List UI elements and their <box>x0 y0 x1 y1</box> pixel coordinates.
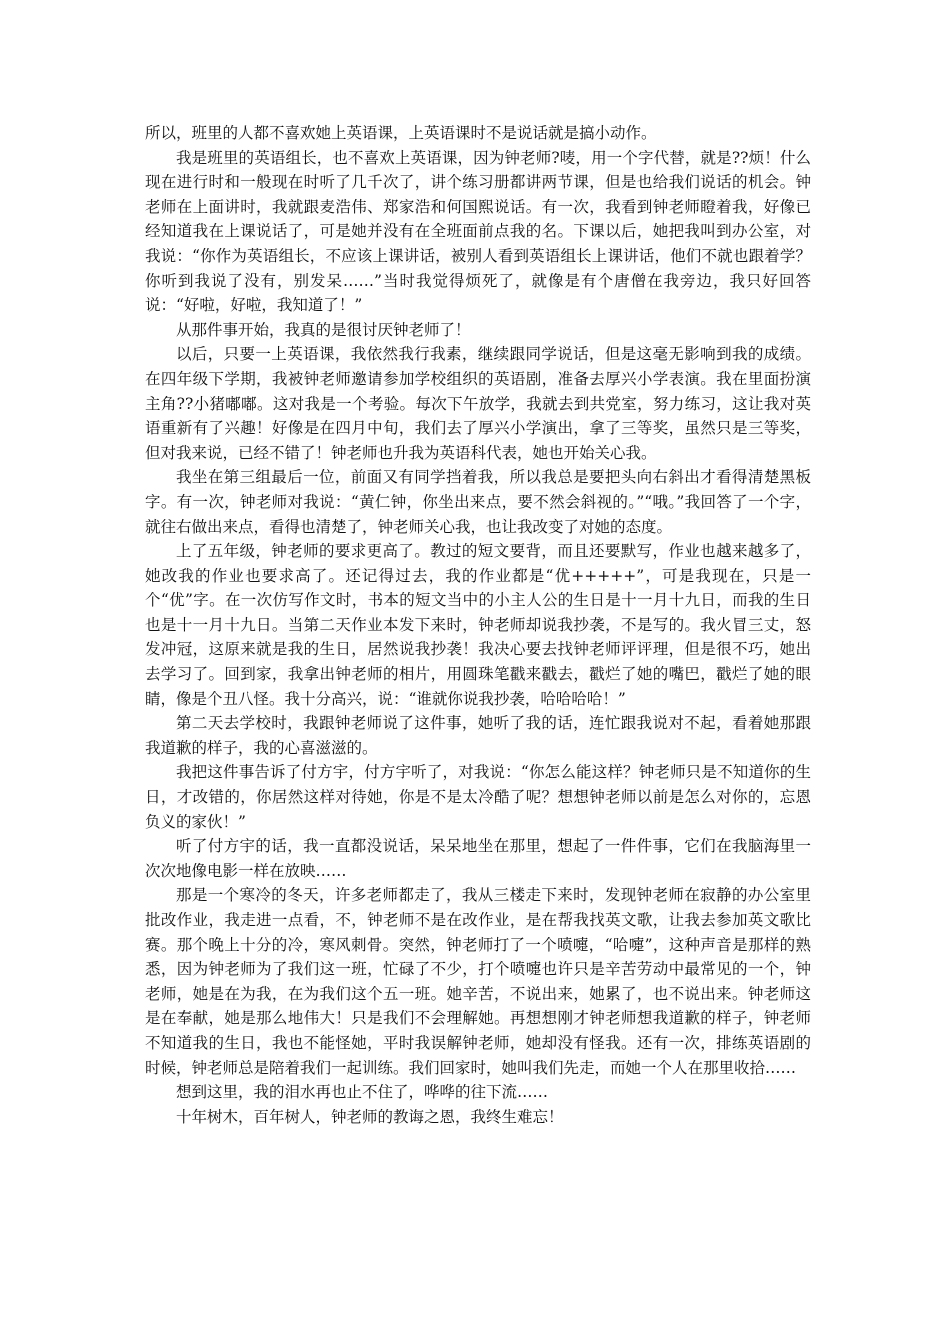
paragraph: 从那件事开始，我真的是很讨厌钟老师了！ <box>176 320 471 339</box>
paragraph: 我把这件事告诉了付方宇，付方宇听了，对我说：“你怎么能这样？钟老师只是不知道你的生日，才改错的，你居然这样对待她，你是不是太冷酷了呢？想想钟老师以前是怎么对你的，忘恩负义的家伙！” <box>145 763 811 831</box>
paragraph: 听了付方宇的话，我一直都没说话，呆呆地坐在那里，想起了一件件事，它们在我脑海里一次次地像电影一样在放映…… <box>145 837 811 880</box>
paragraph: 上了五年级，钟老师的要求更高了。教过的短文要背，而且还要默写，作业也越来越多了，她改我的作业也要求高了。还记得过去，我的作业都是“优+++++”，可是我现在，只是一个“优”字。在一次仿写作文时，书本的短文当中的小主人公的生日是十一月十九日，而我的生日也是十一月十九日。当第二天作业本发下来时，钟老师却说我抄袭，不是写的。我火冒三丈，怒发冲冠，这原来就是我的生日，居然说我抄袭！我决心要去找钟老师评评理，但是很不巧，她出去学习了。回到家，我拿出钟老师的相片，用圆珠笔戳来戳去，戳烂了她的嘴巴，戳烂了她的眼睛，像是个丑八怪。我十分高兴，说：“谁就你说我抄袭，哈哈哈哈！” <box>145 542 811 708</box>
paragraph: 想到这里，我的泪水再也止不住了，哗哗的往下流…… <box>176 1083 549 1102</box>
paragraph: 以后，只要一上英语课，我依然我行我素，继续跟同学说话，但是这毫无影响到我的成绩。在四年级下学期，我被钟老师邀请参加学校组织的英语剧，准备去厚兴小学表演。我在里面扮演主角??小猪嘟嘟。这对我是一个考验。每次下午放学，我就去到共党室，努力练习，这让我对英语重新有了兴趣！好像是在四月中旬，我们去了厚兴小学演出，拿了三等奖，虽然只是三等奖，但对我来说，已经不错了！钟老师也升我为英语科代表，她也开始关心我。 <box>145 345 811 462</box>
document-body <box>145 121 811 1129</box>
paragraph: 第二天去学校时，我跟钟老师说了这件事，她听了我的话，连忙跟我说对不起，看着她那跟我道歉的样子，我的心喜滋滋的。 <box>145 714 811 757</box>
paragraph: 我是班里的英语组长，也不喜欢上英语课，因为钟老师?唛，用一个字代替，就是??烦！什么现在进行时和一般现在时听了几千次了，讲个练习册都讲两节课，但是也给我们说话的机会。钟老师在上面讲时，我就跟麦浩伟、郑家浩和何国熙说话。有一次，我看到钟老师瞪着我，好像已经知道我在上课说话了，可是她并没有在全班面前点我的名。下课以后，她把我叫到办公室，对我说：“你作为英语组长，不应该上课讲话，被别人看到英语组长上课讲话，他们不就也跟着学？你听到我说了没有，别发呆……”当时我觉得烦死了，就像是有个唐僧在我旁边，我只好回答说：“好啦，好啦，我知道了！” <box>145 148 811 315</box>
paragraph: 我坐在第三组最后一位，前面又有同学挡着我，所以我总是要把头向右斜出才看得清楚黑板字。有一次，钟老师对我说：“黄仁钟，你坐出来点，要不然会斜视的。”“哦。”我回答了一个字，就往右做出来点，看得也清楚了，钟老师关心我，也让我改变了对她的态度。 <box>145 468 811 536</box>
paragraph: 十年树木，百年树人，钟老师的教诲之恩，我终生难忘！ <box>176 1107 564 1126</box>
paragraph: 那是一个寒冷的冬天，许多老师都走了，我从三楼走下来时，发现钟老师在寂静的办公室里批改作业，我走进一点看，不，钟老师不是在改作业，是在帮我找英文歌，让我去参加英文歌比赛。那个晚上十分的冷，寒风刺骨。突然，钟老师打了一个喷嚏，“哈嚏”，这种声音是那样的熟悉，因为钟老师为了我们这一班，忙碌了不少，打个喷嚏也许只是辛苦劳动中最常见的一个，钟老师，她是在为我，在为我们这个五一班。她辛苦，不说出来，她累了，也不说出来。钟老师这是在奉献，她是那么地伟大！只是我们不会理解她。再想想刚才钟老师想我道歉的样子，钟老师不知道我的生日，我也不能怪她，平时我误解钟老师，她却没有怪我。还有一次，排练英语剧的时候，钟老师总是陪着我们一起训练。我们回家时，她叫我们先走，而她一个人在那里收拾…… <box>145 886 811 1077</box>
paragraph: 所以，班里的人都不喜欢她上英语课，上英语课时不是说话就是搞小动作。 <box>145 124 657 142</box>
